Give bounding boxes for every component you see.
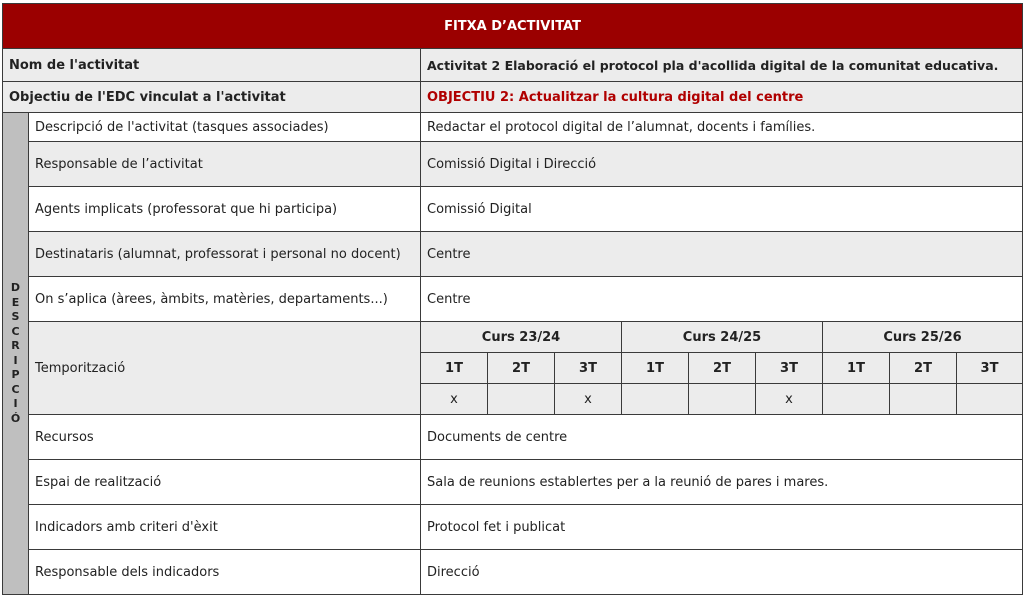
objective-value: OBJECTIU 2: Actualitzar la cultura digital del centre [421,82,1023,113]
objective-row [3,82,1023,113]
space-row [3,460,1023,505]
recipients-row [3,232,1023,277]
name-row [3,49,1023,82]
schedule-mark: x [421,384,488,415]
recipients-value: Centre [421,232,1023,277]
vertical-letter: C [11,382,20,396]
resources-row [3,415,1023,460]
tasks-row [3,113,1023,142]
schedule-term: 1T [622,353,689,384]
schedule-term: 2T [890,353,957,384]
schedule-year: Curs 24/25 [622,322,823,353]
space-value: Sala de reunions establertes per a la reunió de pares i mares. [421,460,1023,505]
objective-label: Objectiu de l'EDC vinculat a l'activitat [3,82,421,113]
scope-value: Centre [421,277,1023,322]
schedule-term: 3T [756,353,823,384]
title-row [3,4,1023,49]
schedule-mark [890,384,957,415]
resources-value: Documents de centre [421,415,1023,460]
vertical-letter: P [11,368,20,381]
responsible-label: Responsable de l’activitat [29,142,421,187]
schedule-mark [622,384,689,415]
recipients-label: Destinataris (alumnat, professorat i personal no docent) [29,232,421,277]
schedule-mark [488,384,555,415]
activity-name-value: Activitat 2 Elaboració el protocol pla d'acollida digital de la comunitat educativa. [421,49,1023,82]
schedule-year: Curs 25/26 [823,322,1023,353]
space-label: Espai de realització [29,460,421,505]
indicators-label: Indicadors amb criteri d'èxit [29,505,421,550]
schedule-year: Curs 23/24 [421,322,622,353]
schedule-mark [823,384,890,415]
schedule-years-row [3,322,1023,353]
scope-label: On s’aplica (àrees, àmbits, matèries, departaments...) [29,277,421,322]
responsible-row [3,142,1023,187]
schedule-term: 3T [957,353,1023,384]
agents-value: Comissió Digital [421,187,1023,232]
vertical-letter: E [11,295,20,309]
schedule-term: 1T [823,353,890,384]
activity-sheet-table [2,3,1023,595]
tasks-value: Redactar el protocol digital de l’alumnat, docents i famílies. [421,113,1023,142]
resources-label: Recursos [29,415,421,460]
vertical-letter: S [11,310,20,323]
responsible-value: Comissió Digital i Direcció [421,142,1023,187]
indicators-row [3,505,1023,550]
schedule-term: 1T [421,353,488,384]
indicators-responsible-row [3,550,1023,595]
vertical-letter: R [11,339,20,352]
schedule-mark: x [756,384,823,415]
schedule-label: Temporització [29,322,421,415]
vertical-letter: C [11,324,20,338]
tasks-label: Descripció de l'activitat (tasques associades) [29,113,421,142]
description-vertical-header [3,113,29,595]
schedule-mark [689,384,756,415]
schedule-term: 2T [488,353,555,384]
indicators-responsible-value: Direcció [421,550,1023,595]
vertical-letter: D [10,281,21,294]
indicators-responsible-label: Responsable dels indicadors [29,550,421,595]
activity-name-label: Nom de l'activitat [3,49,421,82]
agents-label: Agents implicats (professorat que hi participa) [29,187,421,232]
indicators-value: Protocol fet i publicat [421,505,1023,550]
schedule-mark: x [555,384,622,415]
schedule-term: 2T [689,353,756,384]
vertical-letter: Ó [10,411,21,425]
vertical-letter: I [13,353,18,367]
schedule-mark [957,384,1023,415]
scope-row [3,277,1023,322]
agents-row [3,187,1023,232]
vertical-letter: I [13,397,18,410]
schedule-term: 3T [555,353,622,384]
sheet-title: FITXA D’ACTIVITAT [3,4,1023,49]
